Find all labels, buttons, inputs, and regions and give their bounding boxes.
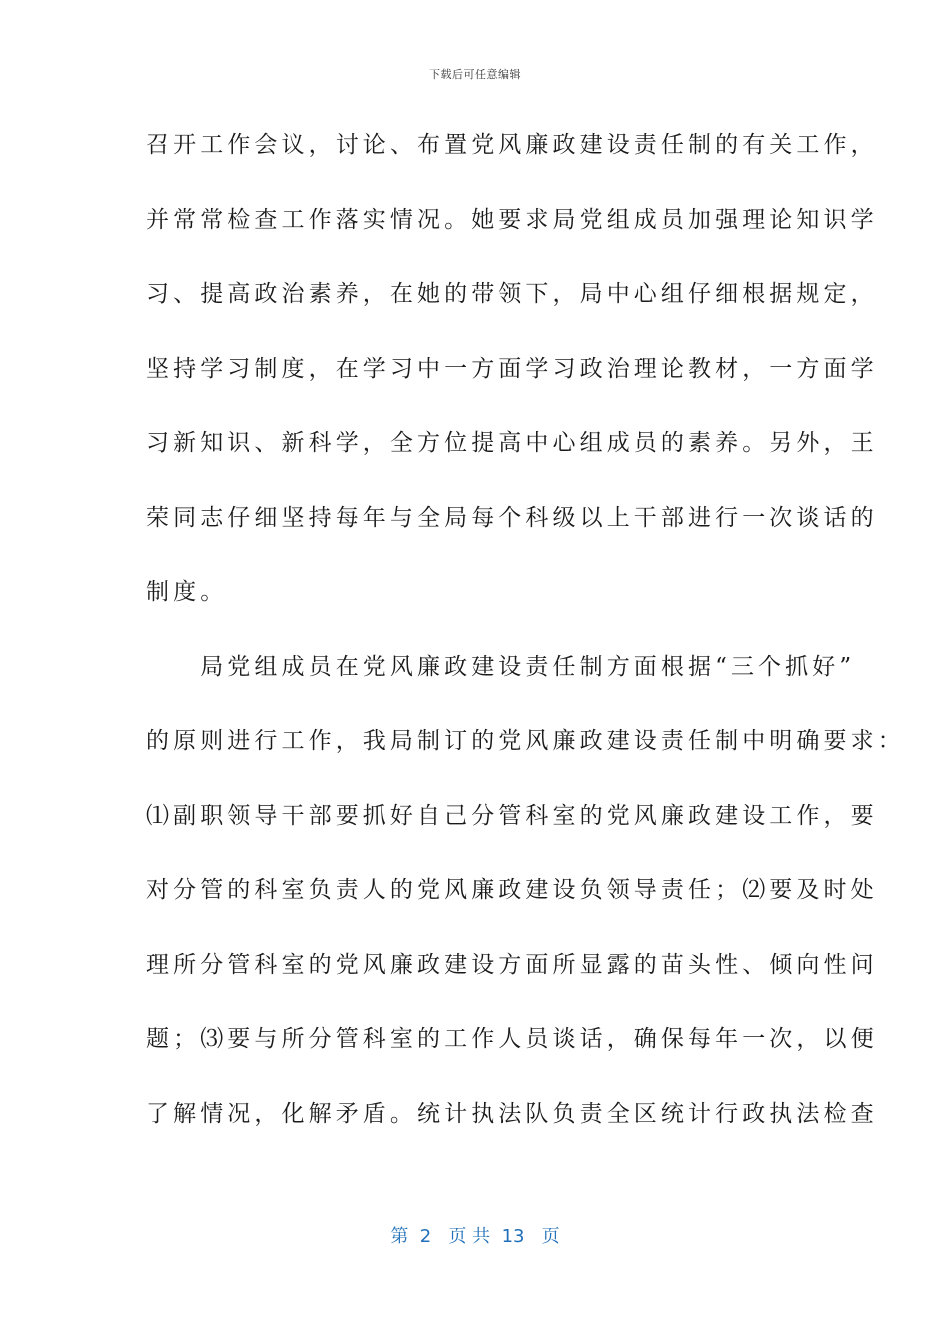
text-line: 对分管的科室负责人的党风廉政建设负领导责任；⑵要及时处 [146, 877, 878, 903]
text-line: 坚持学习制度，在学习中一方面学习政治理论教材，一方面学 [146, 355, 878, 382]
page-number-footer: 第 2 页 共 13 页 [390, 1226, 560, 1247]
text-line: 习、提高政治素养，在她的带领下，局中心组仔细根据规定， [146, 281, 878, 307]
text-line: ⑴副职领导干部要抓好自己分管科室的党风廉政建设工作，要 [146, 802, 878, 829]
text-line: 并常常检查工作落实情况。她要求局党组成员加强理论知识学 [146, 206, 878, 233]
text-line: 荣同志仔细坚持每年与全局每个科级以上干部进行一次谈话的 [146, 504, 878, 531]
text-line: 局党组成员在党风廉政建设责任制方面根据“三个抓好” [146, 653, 856, 680]
document-body [146, 120, 905, 1163]
header-note: 下载后可任意编辑 [429, 68, 521, 81]
text-line: 习新知识、新科学，全方位提高中心组成员的素养。另外，王 [146, 430, 878, 456]
text-line: 的原则进行工作，我局制订的党风廉政建设责任制中明确要求： [146, 728, 905, 754]
text-line: 召开工作会议，讨论、布置党风廉政建设责任制的有关工作， [146, 132, 878, 158]
text-line: 了解情况，化解矛盾。统计执法队负责全区统计行政执法检查 [146, 1100, 878, 1127]
text-line: 理所分管科室的党风廉政建设方面所显露的苗头性、倾向性问 [146, 951, 878, 978]
text-line: 题；⑶要与所分管科室的工作人员谈话，确保每年一次，以便 [146, 1026, 878, 1052]
text-line: 制度。 [146, 579, 228, 605]
